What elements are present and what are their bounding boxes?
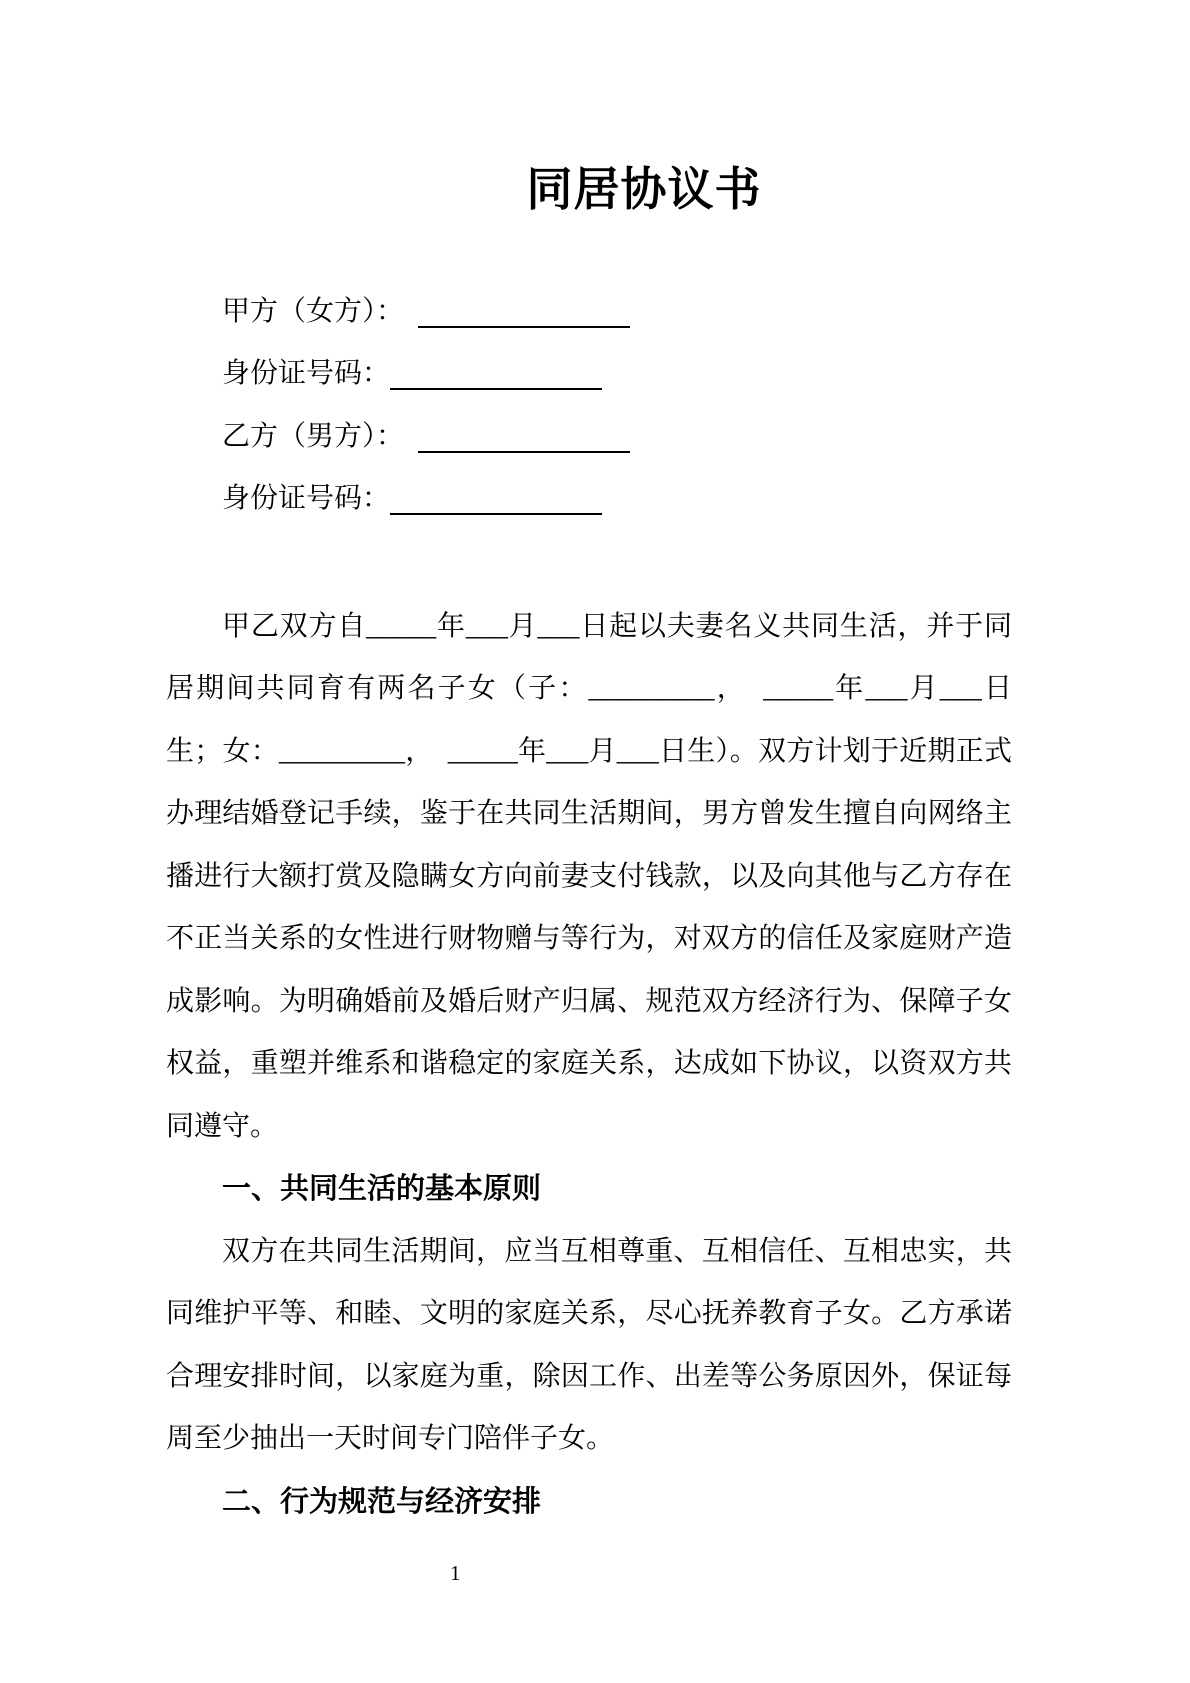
- blank-line: [390, 483, 602, 515]
- section-2-heading: 二、行为规范与经济安排: [222, 1485, 542, 1518]
- party-label: 身份证号码：: [222, 358, 391, 389]
- party-row: [222, 281, 1012, 344]
- blank-line: [418, 421, 630, 453]
- page-number: 1: [450, 1561, 461, 1585]
- intro-paragraph: 甲乙双方自_____年___月___日起以夫妻名义共同生活，并于同居期间共同育有两名子女（子：_________， _____年___月___日生；女：_________， _____年___月___日生）。双方计划于近期正式办理结婚登记手续，鉴于在共同生活期间，男方曾发生擅自向网络主播进行大额打赏及隐瞒女方向前妻支付钱款，以及向其他与乙方存在不正当关系的女性进行财物赠与等行为，对双方的信任及家庭财产造成影响。为明确婚前及婚后财产归属、规范双方经济行为、保障子女权益，重塑并维系和谐稳定的家庭关系，达成如下协议，以资双方共同遵守。: [166, 610, 1012, 1142]
- party-info-block: [222, 281, 1012, 531]
- party-row: [222, 468, 1012, 531]
- party-row: [222, 406, 1012, 469]
- blank-line: [390, 358, 602, 390]
- party-label: 甲方（女方）：: [222, 295, 419, 327]
- document-title: 同居协议书: [526, 164, 762, 215]
- section-1-heading: 一、共同生活的基本原则: [222, 1173, 542, 1205]
- party-row: [222, 343, 1012, 406]
- party-label: 乙方（男方）：: [222, 420, 419, 452]
- section-1-body: 双方在共同生活期间，应当互相尊重、互相信任、互相忠实，共同维护平等、和睦、文明的家庭关系，尽心抚养教育子女。乙方承诺合理安排时间，以家庭为重，除因工作、出差等公务原因外，保证每周至少抽出一天时间专门陪伴子女。: [166, 1235, 1012, 1454]
- party-label: 身份证号码：: [222, 483, 391, 514]
- blank-line: [418, 296, 630, 328]
